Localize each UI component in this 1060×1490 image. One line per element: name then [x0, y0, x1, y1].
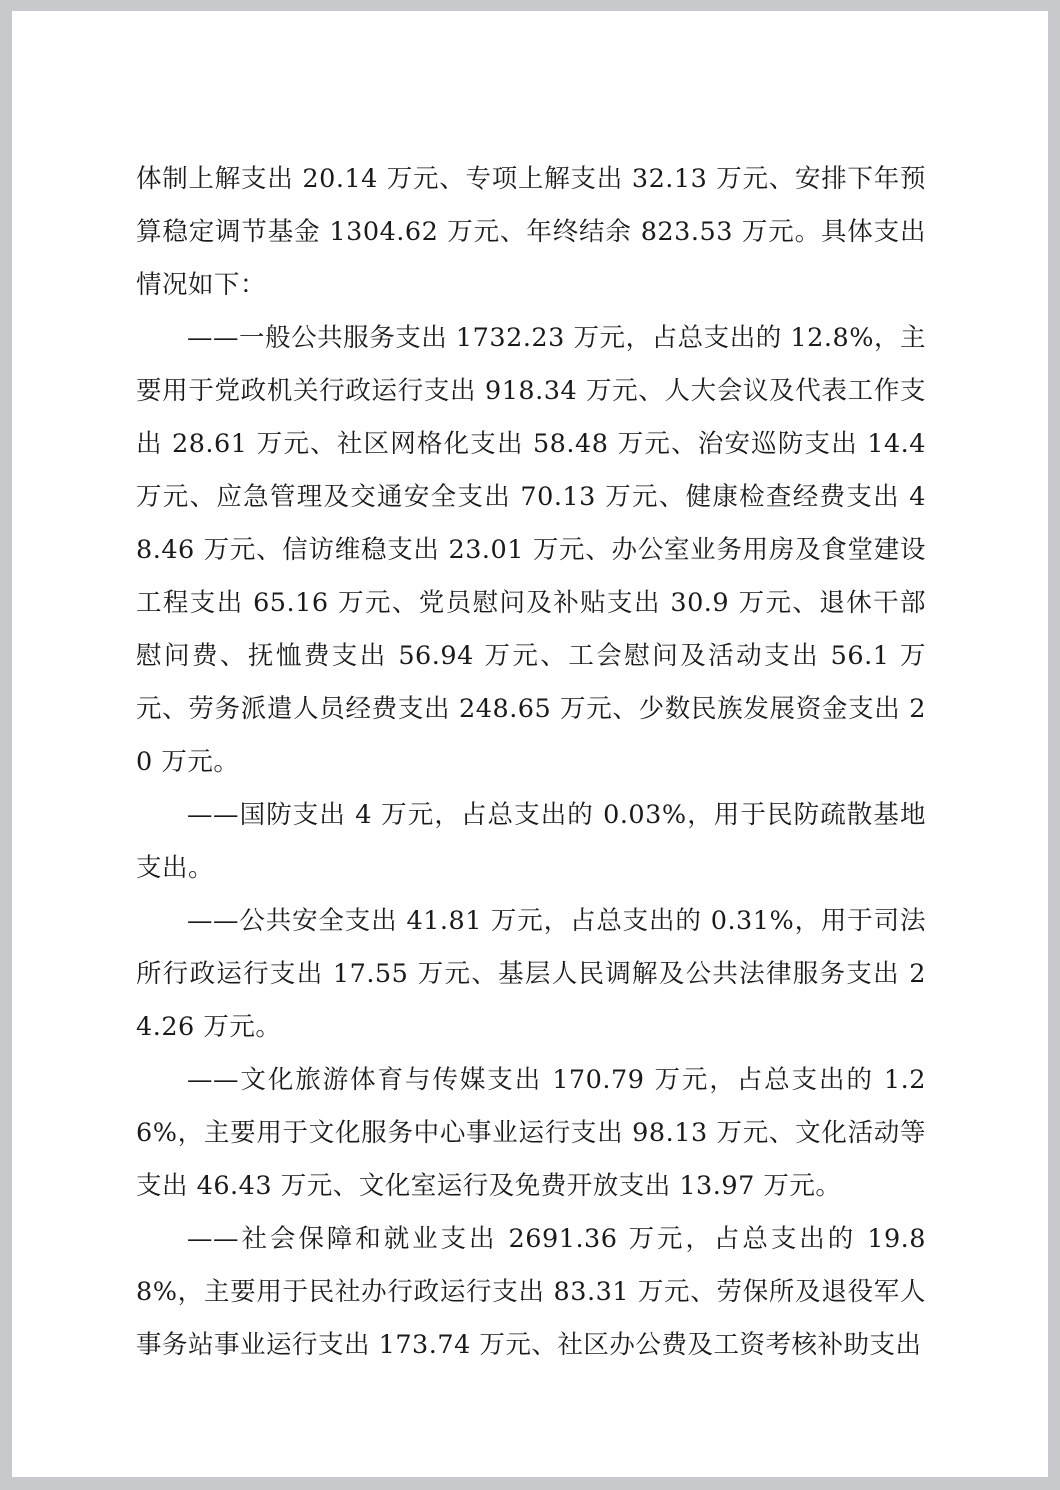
- paragraph-general-public-services: ——一般公共服务支出 1732.23 万元，占总支出的 12.8%，主要用于党政机关行政运行支出 918.34 万元、人大会议及代表工作支出 28.61 万元、社区网格化支出 58.48 万元、治安巡防支出 14.4 万元、应急管理及交通安全支出 70.13 万元、健康检查经费支出 48.46 万元、信访维稳支出 23.01 万元、办公室业务用房及食堂建设工程支出 65.16 万元、党员慰问及补贴支出 30.9 万元、退休干部慰问费、抚恤费支出 56.94 万元、工会慰问及活动支出 56.1 万元、劳务派遣人员经费支出 248.65 万元、少数民族发展资金支出 20 万元。: [136, 323, 926, 777]
- document-page: [12, 11, 1048, 1477]
- document-body: [136, 153, 926, 1372]
- paragraph-public-security: ——公共安全支出 41.81 万元，占总支出的 0.31%，用于司法所行政运行支出 17.55 万元、基层人民调解及公共法律服务支出 24.26 万元。: [136, 906, 926, 1042]
- paragraph-social-security-employment: ——社会保障和就业支出 2691.36 万元，占总支出的 19.88%，主要用于民社办行政运行支出 83.31 万元、劳保所及退役军人事务站事业运行支出 173.74 万元、社区办公费及工资考核补助支出: [136, 1224, 926, 1360]
- paragraph-national-defense: ——国防支出 4 万元，占总支出的 0.03%，用于民防疏散基地支出。: [136, 800, 926, 883]
- paragraph-expenditure-summary: 体制上解支出 20.14 万元、专项上解支出 32.13 万元、安排下年预算稳定调节基金 1304.62 万元、年终结余 823.53 万元。具体支出情况如下：: [136, 164, 926, 300]
- paragraph-culture-tourism-sports-media: ——文化旅游体育与传媒支出 170.79 万元，占总支出的 1.26%，主要用于文化服务中心事业运行支出 98.13 万元、文化活动等支出 46.43 万元、文化室运行及免费开放支出 13.97 万元。: [136, 1065, 926, 1201]
